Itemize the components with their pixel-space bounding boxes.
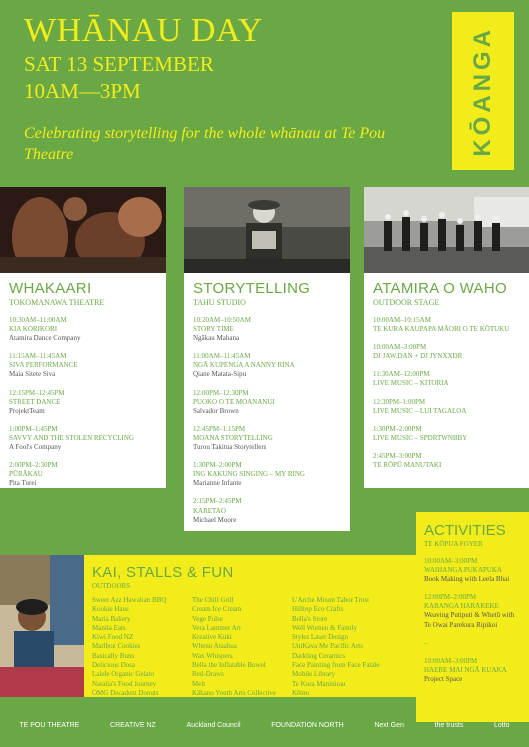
stall-name: Darkling Ceramics: [292, 651, 346, 660]
stall-name: Bella the Inflatable Bowel: [192, 661, 266, 670]
stall-name: Hilltop Eco Crafts: [292, 605, 344, 614]
event-time: 1:30PM–2:00PM: [373, 424, 422, 433]
event-time: 2:00PM–2:30PM: [9, 461, 58, 470]
event-name: TE RŌPŪ MANUTAKI: [373, 461, 442, 470]
schedule-item: [9, 316, 157, 343]
event-name: KIA KORIKORI: [9, 325, 58, 334]
logo-text: KŌANGA: [469, 25, 496, 157]
stall-name: Bella's Store: [292, 614, 328, 623]
stall-name: Manila Eats: [92, 623, 126, 632]
kai-venue: OUTDOORS: [92, 582, 131, 590]
event-name: PŪRĀKAU: [9, 470, 43, 479]
kai-column-1: [92, 596, 192, 698]
event-presenter: Marianne Infante: [193, 479, 242, 488]
schedule-item: [9, 425, 157, 452]
stall-name: Red-Draws: [192, 670, 224, 679]
event-time: 12:30PM–1:00PM: [373, 397, 426, 406]
stall-name: The Chill Grill: [192, 596, 234, 604]
stall-name: Natalia's Food Journey: [92, 679, 157, 688]
event-name: WAIHANGA PUKAPUKA: [424, 566, 502, 575]
stall-name: Te Kura Maninirau: [292, 679, 346, 688]
event-presenter: Maia Sitete Siva: [9, 370, 56, 379]
event-name: PUOKO O TE MOANANUI: [193, 397, 275, 406]
schedule-item: [424, 639, 521, 648]
schedule-item: [373, 343, 520, 361]
schedule-item: [9, 389, 157, 416]
schedule-item: [9, 461, 157, 488]
schedule-item: [373, 316, 520, 334]
event-time: 10:00AM–10:15AM: [373, 316, 431, 324]
storytelling-photo: [184, 187, 350, 273]
event-presenter: Ngākau Mahana: [193, 334, 240, 343]
event-name: ING KAKUNG SINGING – MY RING: [193, 470, 305, 479]
event-name: HAERE MAI NGĀ KUAKA: [424, 665, 507, 674]
event-name: KARANGA HARAKEKE: [424, 602, 499, 611]
sponsor-logo: Auckland Council: [186, 722, 241, 730]
event-time: 1:00PM–1:45PM: [9, 424, 58, 433]
event-time: 12:45PM–1:15PM: [193, 424, 246, 433]
storytelling-title: STORYTELLING: [193, 280, 311, 297]
event-presenter: Pita Turei: [9, 479, 37, 488]
stall-name: Marlboz Cookies: [92, 642, 141, 651]
stall-name: Kēmu: [292, 688, 310, 697]
atamira-card: [364, 273, 529, 488]
stall-name: Vera Lammer Art: [192, 623, 241, 632]
sponsor-logo: CREATIVE NZ: [110, 722, 156, 730]
event-presenter: Qiane Matata-Sipu: [193, 370, 247, 379]
stall-name: OMG Decadent Donuts: [92, 688, 159, 697]
schedule-item: [193, 389, 341, 416]
event-time: 10AM—3PM: [24, 79, 141, 103]
stall-name: Face Painting from Face Fatale: [292, 661, 380, 670]
stall-name: Delicious Dosa: [92, 661, 135, 670]
event-presenter: Michael Moore: [193, 515, 237, 524]
schedule-item: [9, 352, 157, 379]
event-name: KARETAO: [193, 506, 226, 515]
sponsor-logo: Lotto: [494, 722, 510, 730]
event-name: SAVVY AND THE STOLEN RECYCLING: [9, 433, 134, 442]
schedule-item: [193, 352, 341, 379]
atamira-venue: OUTDOOR STAGE: [373, 298, 440, 307]
stall-name: Melt: [192, 679, 206, 688]
stall-name: Whenu Ataahua: [192, 642, 237, 651]
stall-name: UniKava Me Pacific Arts: [292, 642, 363, 651]
schedule-item: [193, 425, 341, 452]
event-date: SAT 13 SEPTEMBER: [24, 52, 214, 76]
event-name: LIVE MUSIC – SPDRTWNBBY: [373, 433, 468, 442]
activities-venue: TE KŌPUA FOYER: [424, 540, 483, 548]
stall-name: Mobile Library: [292, 670, 335, 679]
event-presenter: ProjektTeam: [9, 406, 45, 415]
stall-name: Well Women & Family: [292, 623, 358, 632]
stall-name: Wax Whispers: [192, 651, 233, 660]
stall-name: Cream Ice Cream: [192, 605, 242, 614]
whakaari-venue: TOKOMANAWA THEATRE: [9, 298, 105, 307]
event-time: 12:00PM–2:00PM: [424, 593, 477, 602]
event-time: 12:15PM–12:45PM: [9, 388, 65, 397]
event-name: SIVA PERFORMANCE: [9, 361, 78, 370]
kai-title: KAI, STALLS & FUN: [92, 564, 234, 581]
schedule-item: [373, 370, 520, 388]
whakaari-card: [0, 273, 166, 488]
stall-name: Kiwi Food NZ: [92, 633, 134, 642]
kai-column-3: [292, 596, 407, 698]
event-name: STORY TIME: [193, 325, 234, 334]
sponsor-logo: the trusts: [434, 722, 464, 730]
stall-name: Lalele Organic Gelato: [92, 670, 155, 679]
event-name: MOANA STORYTELLING: [193, 433, 273, 442]
event-name: TE KURA KAUPAPA MĀORI O TE KŌTUKU: [373, 325, 510, 334]
sponsor-footer: [0, 705, 529, 747]
event-time: 10:00AM–3:00PM: [373, 343, 427, 352]
sponsor-logo: Next Gen: [374, 722, 404, 730]
storytelling-card: [184, 273, 350, 531]
event-time: 2:45PM–3:00PM: [373, 451, 422, 460]
event-time: 11:30AM–12:00PM: [373, 370, 430, 379]
event-name: LIVE MUSIC – KITORIA: [373, 379, 449, 388]
sponsor-logo: FOUNDATION NORTH: [271, 722, 344, 730]
kai-column-2: [192, 596, 292, 698]
stall-name: Basically Buns: [92, 651, 135, 660]
atamira-title: ATAMIRA O WAHO: [373, 280, 507, 297]
stall-name: Kookie Haus: [92, 605, 129, 614]
event-name: STREET DANCE: [9, 397, 61, 406]
schedule-item: [193, 497, 341, 524]
activities-card: [416, 512, 529, 722]
event-time: 1:30PM–2:00PM: [193, 461, 242, 470]
event-time: 11:00AM–11:45AM: [193, 352, 251, 361]
schedule-item: [193, 316, 341, 343]
stall-name: Maria Bakery: [92, 614, 131, 623]
schedule-item: [424, 593, 521, 629]
whakaari-title: WHAKAARI: [9, 280, 92, 297]
event-title: WHĀNAU DAY: [24, 12, 263, 49]
event-time: 2:15PM–2:45PM: [193, 497, 242, 506]
whakaari-photo: [0, 187, 166, 273]
event-tagline: Celebrating storytelling for the whole whānau at Te Pou Theatre: [24, 125, 386, 163]
event-time: 10:30AM–11:00AM: [9, 316, 67, 324]
event-presenter: Weaving Putiputi & Whetū with Te Owai Parekura Ripikoi: [424, 611, 515, 629]
kai-photo: [0, 555, 84, 697]
event-time: –: [424, 638, 428, 647]
atamira-photo: [364, 187, 529, 273]
event-time: 11:15AM–11:45AM: [9, 352, 67, 361]
event-time: 12:00PM–12:30PM: [193, 388, 249, 397]
koanga-logo: [452, 12, 514, 170]
event-time: 10:00AM–3:00PM: [424, 656, 478, 665]
event-name: DJ JAW.DAN + DJ JYNXXDR: [373, 352, 463, 361]
stall-name: Styles Laser Design: [292, 633, 348, 642]
schedule-item: [373, 425, 520, 443]
event-presenter: Salvador Brown: [193, 406, 239, 415]
event-presenter: Book Making with Leela Bhai: [424, 575, 510, 584]
schedule-item: [373, 452, 520, 470]
stall-name: Sweet Azz Hawaiian BBQ: [92, 596, 167, 604]
schedule-item: [193, 461, 341, 488]
stall-name: L'Arche Mount Tabor Trust: [292, 596, 370, 604]
schedule-item: [424, 657, 521, 684]
stall-name: Kākano Youth Arts Collective: [192, 688, 276, 697]
event-name: LIVE MUSIC – LUI TAGALOA: [373, 406, 467, 415]
event-name: NGĀ KUPENGA A NANNY RINA: [193, 361, 295, 370]
event-presenter: Project Space: [424, 674, 463, 683]
event-time: 10:00AM–3:00PM: [424, 557, 478, 565]
schedule-item: [373, 398, 520, 416]
stall-name: Vege Pulse: [192, 614, 223, 623]
event-presenter: A Fool's Company: [9, 443, 62, 452]
schedule-item: [424, 557, 521, 584]
sponsor-logo: TE POU THEATRE: [19, 722, 80, 730]
storytelling-venue: TAHU STUDIO: [193, 298, 246, 307]
stall-name: Kreative Kuki: [192, 633, 232, 642]
event-presenter: Atamira Dance Company: [9, 334, 81, 343]
kai-stalls-card: [84, 555, 416, 697]
event-time: 10:20AM–10:50AM: [193, 316, 251, 324]
activities-title: ACTIVITIES: [424, 522, 506, 539]
event-presenter: Turou Takitua Storytellers: [193, 443, 267, 452]
